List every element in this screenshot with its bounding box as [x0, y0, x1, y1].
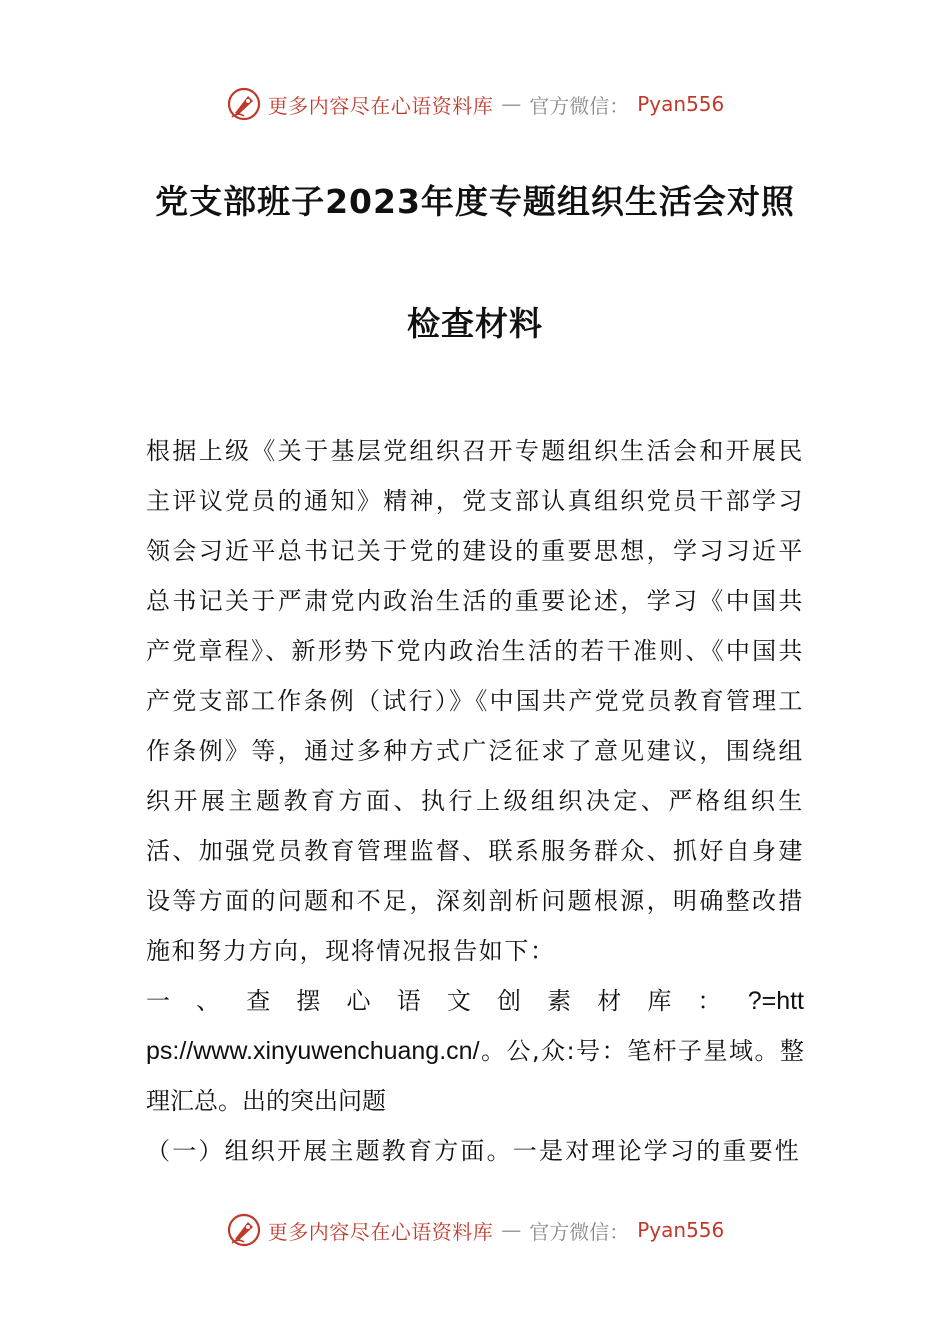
subsection-one-paragraph: （一）组织开展主题教育方面。一是对理论学习的重要性	[146, 1137, 801, 1165]
section-one-suffix: 。公,众:号：笔杆子星域。整理汇总。出的突出问题	[146, 1037, 804, 1115]
banner-wechat-id: Pyan556	[637, 92, 725, 116]
banner-slogan: 更多内容尽在心语资料库	[267, 93, 494, 118]
footer-dash: —	[501, 1218, 522, 1242]
footer-wechat-id: Pyan556	[637, 1218, 725, 1242]
pen-nib-circle-icon	[226, 1212, 262, 1248]
section-one-heading	[146, 976, 804, 1126]
footer-banner	[0, 1206, 950, 1254]
document-title-line1: 党支部班子2023年度专题组织生活会对照	[155, 182, 795, 221]
footer-slogan: 更多内容尽在心语资料库	[267, 1219, 494, 1244]
footer-official-label: 官方微信：	[529, 1219, 630, 1244]
header-banner	[0, 80, 950, 128]
banner-official-label: 官方微信：	[529, 93, 630, 118]
banner-dash: —	[501, 92, 522, 116]
section-one-url: ?=https://www.xinyuwenchuang.cn/	[146, 987, 804, 1065]
document-title-line2: 检查材料	[407, 304, 543, 343]
intro-paragraph: 根据上级《关于基层党组织召开专题组织生活会和开展民主评议党员的通知》精神，党支部认真组织党员干部学习领会习近平总书记关于党的建设的重要思想，学习习近平总书记关于严肃党内政治生活的重要论述，学习《中国共产党章程》、新形势下党内政治生活的若干准则、《中国共产党支部工作条例（试行）》《中国共产党党员教育管理工作条例》等，通过多种方式广泛征求了意见建议，围绕组织开展主题教育方面、执行上级组织决定、严格组织生活、加强党员教育管理监督、联系服务群众、抓好自身建设等方面的问题和不足，深刻剖析问题根源，明确整改措施和努力方向，现将情况报告如下：	[146, 437, 804, 965]
section-one-prefix: 一、查摆心语文创素材库：	[146, 987, 748, 1015]
document-body	[146, 426, 804, 1176]
pen-nib-circle-icon	[226, 86, 262, 122]
